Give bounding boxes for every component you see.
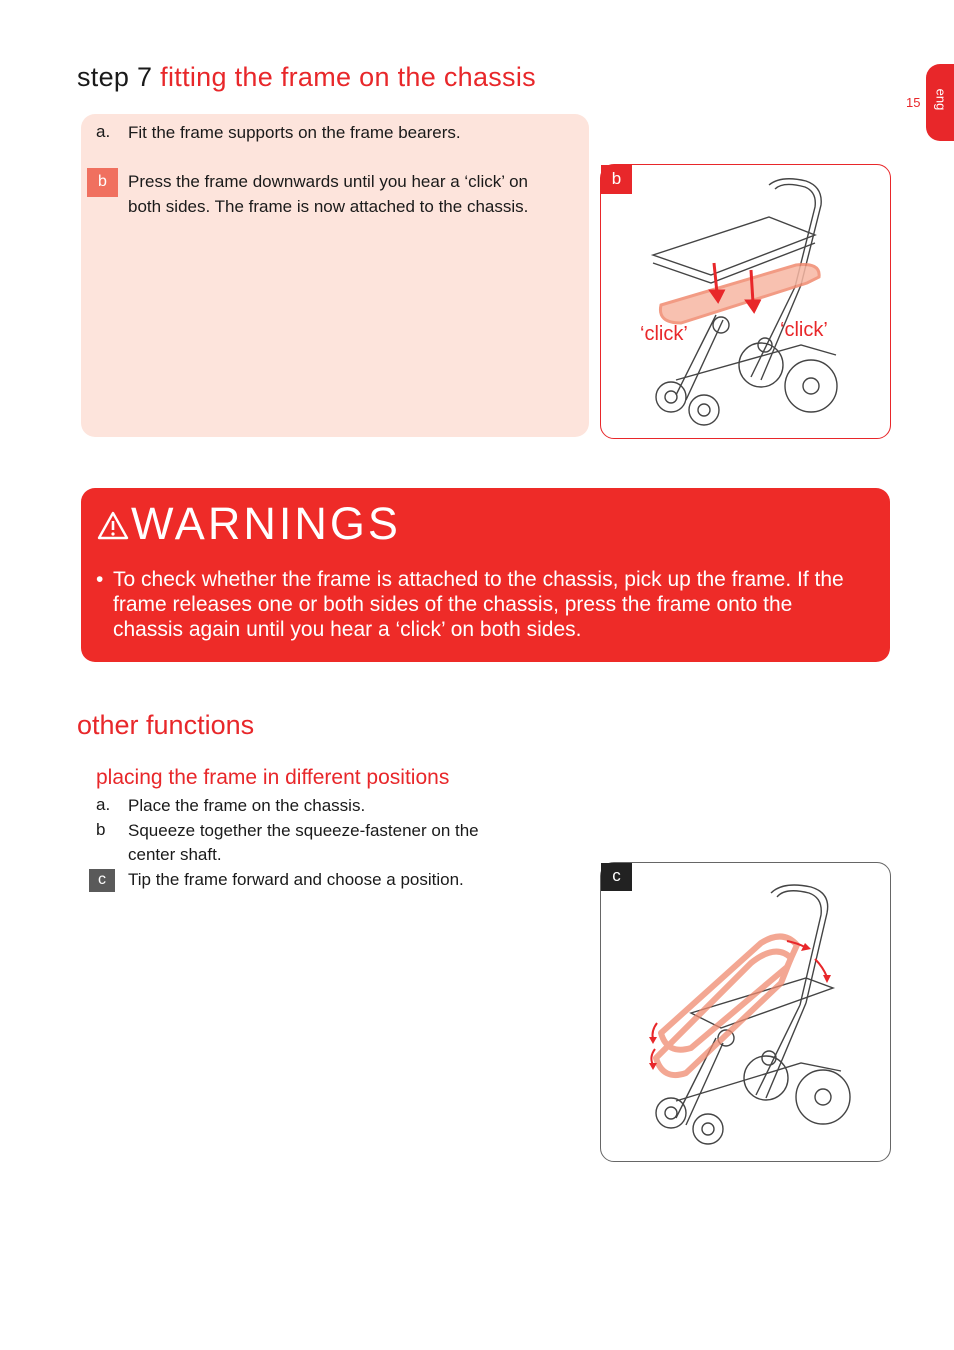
figure-b-frame	[600, 164, 891, 439]
warning-line2: frame releases one or both sides of the chassis, press the frame onto the	[113, 593, 793, 616]
figure-c-tag: c	[601, 863, 632, 891]
instruction-b-line2: both sides. The frame is now attached to the chassis.	[128, 197, 529, 216]
warning-bullet: •	[96, 568, 104, 591]
item-letter-a: a.	[96, 122, 111, 141]
other-functions-heading: other functions	[77, 710, 255, 740]
instruction-badge-b: b	[87, 168, 118, 197]
instruction-a: Fit the frame supports on the frame bearers.	[128, 123, 461, 142]
page-number: 15	[906, 95, 921, 110]
warning-item	[96, 567, 876, 642]
warnings-heading	[97, 498, 401, 550]
warning-triangle-icon	[97, 510, 129, 540]
warning-line1: To check whether the frame is attached to the chassis, pick up the frame. If the	[113, 568, 844, 591]
function-a: Place the frame on the chassis.	[128, 796, 366, 815]
function-c: Tip the frame forward and choose a position.	[128, 870, 464, 889]
item-letter-b: b	[96, 820, 106, 839]
instruction-panel	[81, 114, 589, 437]
item-letter-a: a.	[96, 795, 111, 814]
language-tab-label: eng	[933, 88, 949, 111]
instruction-b-line1: Press the frame downwards until you hear a ‘click’ on	[128, 172, 528, 191]
warning-line3: chassis again until you hear a ‘click’ on both sides.	[113, 618, 582, 641]
figure-c-frame	[600, 862, 891, 1162]
positions-subheading: placing the frame in different positions	[96, 766, 450, 789]
function-b-line2: center shaft.	[128, 845, 222, 864]
step-number: step 7	[77, 62, 153, 92]
click-label-right: ‘click’	[780, 319, 828, 341]
warnings-title: WARNINGS	[131, 498, 401, 549]
click-label-left: ‘click’	[640, 323, 688, 345]
function-b-line1: Squeeze together the squeeze-fastener on the	[128, 821, 479, 840]
warnings-panel	[81, 488, 890, 662]
function-badge-c: c	[89, 869, 115, 892]
figure-b-tag: b	[601, 165, 632, 194]
stroller-illustration-b	[601, 165, 890, 438]
stroller-illustration-c	[601, 863, 890, 1161]
step-title	[77, 62, 536, 93]
language-tab[interactable]	[926, 64, 954, 141]
step-heading: fitting the frame on the chassis	[160, 62, 536, 92]
